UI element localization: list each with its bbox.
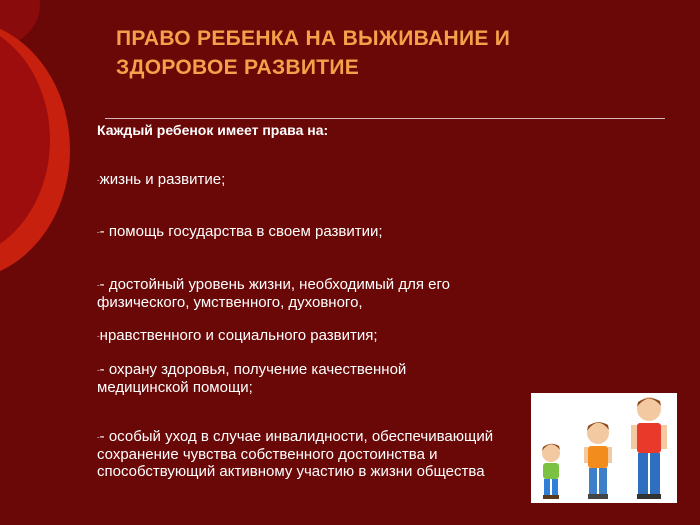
list-item-text-continued: сохранение чувства собственного достоинства и — [97, 445, 438, 463]
bullet-mark: - — [97, 331, 100, 341]
bullet-mark: - — [97, 227, 100, 237]
bullet-mark: - — [97, 280, 100, 290]
list-item — [97, 223, 547, 241]
list-item-text: - охрану здоровья, получение качественной — [99, 361, 407, 378]
tall-child-figure — [631, 397, 667, 499]
children-illustration-svg — [531, 393, 677, 503]
list-item — [97, 171, 547, 189]
small-child-figure — [542, 444, 560, 499]
list-item-text-continued: медицинской помощи; — [97, 378, 253, 396]
list-item-text: - помощь государства в своем развитии; — [99, 223, 383, 240]
bullet-mark: - — [97, 365, 100, 375]
list-item-text-continued: способствующий активному участию в жизни общества — [97, 462, 485, 480]
bullet-mark: - — [97, 432, 100, 442]
slide-title — [116, 24, 636, 82]
children-illustration — [531, 393, 677, 503]
list-item — [97, 361, 547, 396]
title-line-1: ПРАВО РЕБЕНКА НА ВЫЖИВАНИЕ И — [116, 27, 511, 50]
title-divider — [105, 118, 665, 119]
bullet-mark: - — [97, 175, 100, 185]
list-item — [97, 276, 547, 311]
list-item-text: жизнь и развитие; — [99, 171, 226, 188]
title-line-2: ЗДОРОВОЕ РАЗВИТИЕ — [116, 56, 360, 79]
list-item — [97, 428, 527, 480]
list-item-text: - особый уход в случае инвалидности, обеспечивающий — [99, 428, 494, 445]
list-item-text: нравственного и социального развития; — [99, 327, 378, 344]
list-item-text: - достойный уровень жизни, необходимый для его — [99, 276, 450, 293]
intro-text: Каждый ребенок имеет права на: — [97, 122, 329, 138]
list-item — [97, 327, 547, 345]
list-item-text-continued: физического, умственного, духовного, — [97, 293, 363, 311]
middle-child-figure — [584, 422, 612, 499]
